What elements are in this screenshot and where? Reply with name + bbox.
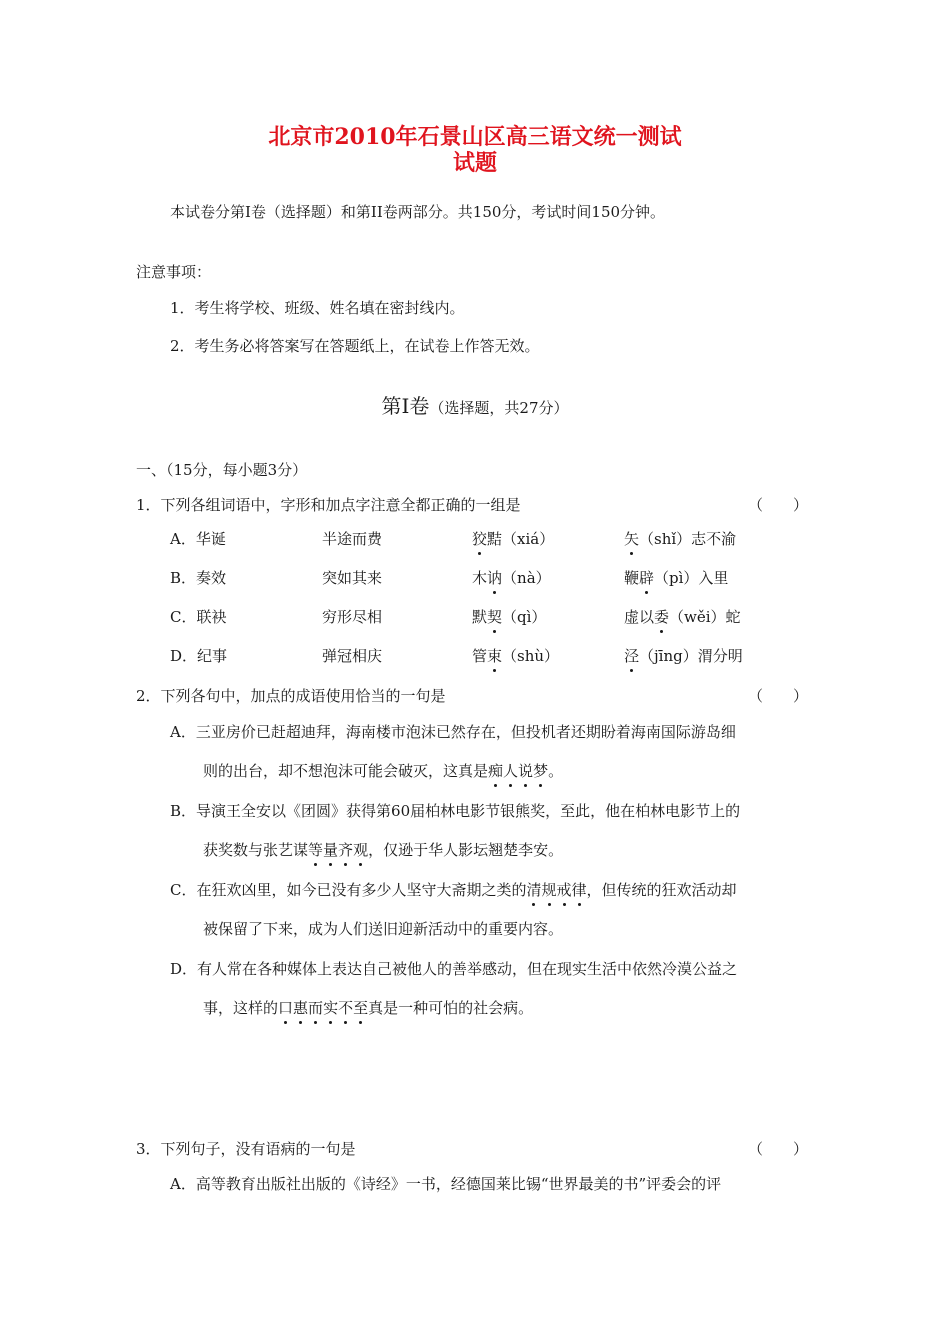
q2-a-line1: A．三亚房价已赶超迪拜，海南楼市泡沫已然存在，但投机者还期盼着海南国际游岛细 (170, 723, 736, 741)
part1-title (0, 393, 950, 421)
part1-title-main: 第Ⅰ卷 (381, 394, 430, 418)
dotted-idiom (308, 841, 368, 859)
document-title: 北京市2010年石景山区高三语文统一测试 (268, 124, 682, 150)
q1-a-word2: 半途而费 (322, 530, 383, 548)
q1-b-word4: 鞭辟（pì）入里 (624, 569, 729, 587)
dotted-char: 等 (308, 841, 324, 859)
q2-a-line2: 则的出台，却不想泡沫可能会破灭，这真是痴人说梦。 (203, 762, 564, 780)
dotted-char: 辟 (639, 569, 655, 587)
q1-a-word4: 矢（shǐ）志不渝 (624, 530, 737, 548)
dotted-idiom (526, 881, 586, 899)
dotted-char: 委 (654, 608, 670, 626)
q1-c-label: C．联袂 (170, 608, 227, 626)
q1-c-word2: 穷形尽相 (322, 608, 383, 626)
q1-d-word3: 管束（shù） (472, 647, 560, 665)
q2-stem: 2．下列各句中，加点的成语使用恰当的一句是 (136, 687, 446, 705)
dotted-char: 规 (541, 881, 557, 899)
q1-answer-paren: （ ） (748, 496, 809, 514)
q1-a-word3: 狡黠（xiá） (472, 530, 555, 548)
q2-d-line2: 事，这样的口惠而实不至真是一种可怕的社会病。 (203, 999, 534, 1017)
dotted-char: 狡 (472, 530, 488, 548)
dotted-char: 律 (571, 881, 587, 899)
q1-a-label: A．华诞 (170, 530, 226, 548)
dotted-char: 戒 (556, 881, 572, 899)
part1-title-sub: （选择题，共27分） (429, 399, 569, 417)
q2-d-line1: D．有人常在各种媒体上表达自己被他人的善举感动，但在现实生活中依然冷漠公益之 (170, 960, 738, 978)
dotted-char: 实 (323, 999, 339, 1017)
dotted-char: 讷 (487, 569, 503, 587)
q2-b-line1: B．导演王全安以《团圆》获得第60届柏林电影节银熊奖，至此，他在柏林电影节上的 (170, 802, 741, 820)
dotted-char: 痴 (488, 762, 504, 780)
dotted-char: 惠 (293, 999, 309, 1017)
dotted-char: 而 (308, 999, 324, 1017)
dotted-char: 量 (323, 841, 339, 859)
section-one-heading: 一、（15分，每小题3分） (136, 461, 308, 479)
q1-b-word3: 木讷（nà） (472, 569, 551, 587)
q1-c-word3: 默契（qì） (472, 608, 547, 626)
q3-a-line1: A．高等教育出版社出版的《诗经》一书，经德国莱比锡“世界最美的书”评委会的评 (170, 1175, 722, 1193)
dotted-idiom (488, 762, 548, 780)
q1-stem: 1．下列各组词语中，字形和加点字注意全都正确的一组是 (136, 496, 521, 514)
q2-b-line2: 获奖数与张艺谋等量齐观，仅逊于华人影坛翘楚李安。 (203, 841, 564, 859)
q1-d-word2: 弹冠相庆 (322, 647, 383, 665)
dotted-char: 泾 (624, 647, 640, 665)
q1-b-word2: 突如其来 (322, 569, 383, 587)
dotted-char: 矢 (624, 530, 640, 548)
dotted-char: 清 (526, 881, 542, 899)
q2-answer-paren: （ ） (748, 687, 809, 705)
dotted-char: 口 (278, 999, 294, 1017)
dotted-char: 束 (487, 647, 503, 665)
notice-item-1: 1．考生将学校、班级、姓名填在密封线内。 (170, 299, 465, 317)
q3-stem: 3．下列句子，没有语病的一句是 (136, 1140, 356, 1158)
dotted-char: 观 (353, 841, 369, 859)
dotted-char: 说 (518, 762, 534, 780)
dotted-char: 不 (338, 999, 354, 1017)
dotted-char: 契 (487, 608, 503, 626)
dotted-char: 齐 (338, 841, 354, 859)
dotted-idiom (278, 999, 368, 1017)
q2-c-line2: 被保留了下来，成为人们送旧迎新活动中的重要内容。 (203, 920, 564, 938)
notice-item-2: 2．考生务必将答案写在答题纸上，在试卷上作答无效。 (170, 337, 540, 355)
dotted-char: 至 (353, 999, 369, 1017)
document-subtitle: 试题 (452, 150, 497, 176)
q2-c-line1: C．在狂欢凶里，如今已没有多少人坚守大斋期之类的清规戒律，但传统的狂欢活动却 (170, 881, 737, 899)
intro-text: 本试卷分第I卷（选择题）和第II卷两部分。共150分，考试时间150分钟。 (170, 203, 666, 221)
q3-answer-paren: （ ） (748, 1140, 809, 1158)
dotted-char: 梦 (533, 762, 549, 780)
dotted-char: 人 (503, 762, 519, 780)
q1-d-label: D．纪事 (170, 647, 228, 665)
q1-b-label: B．奏效 (170, 569, 227, 587)
q1-d-word4: 泾（jīng）渭分明 (624, 647, 743, 665)
q1-c-word4: 虚以委（wěi）蛇 (624, 608, 741, 626)
notice-heading: 注意事项： (136, 263, 212, 281)
